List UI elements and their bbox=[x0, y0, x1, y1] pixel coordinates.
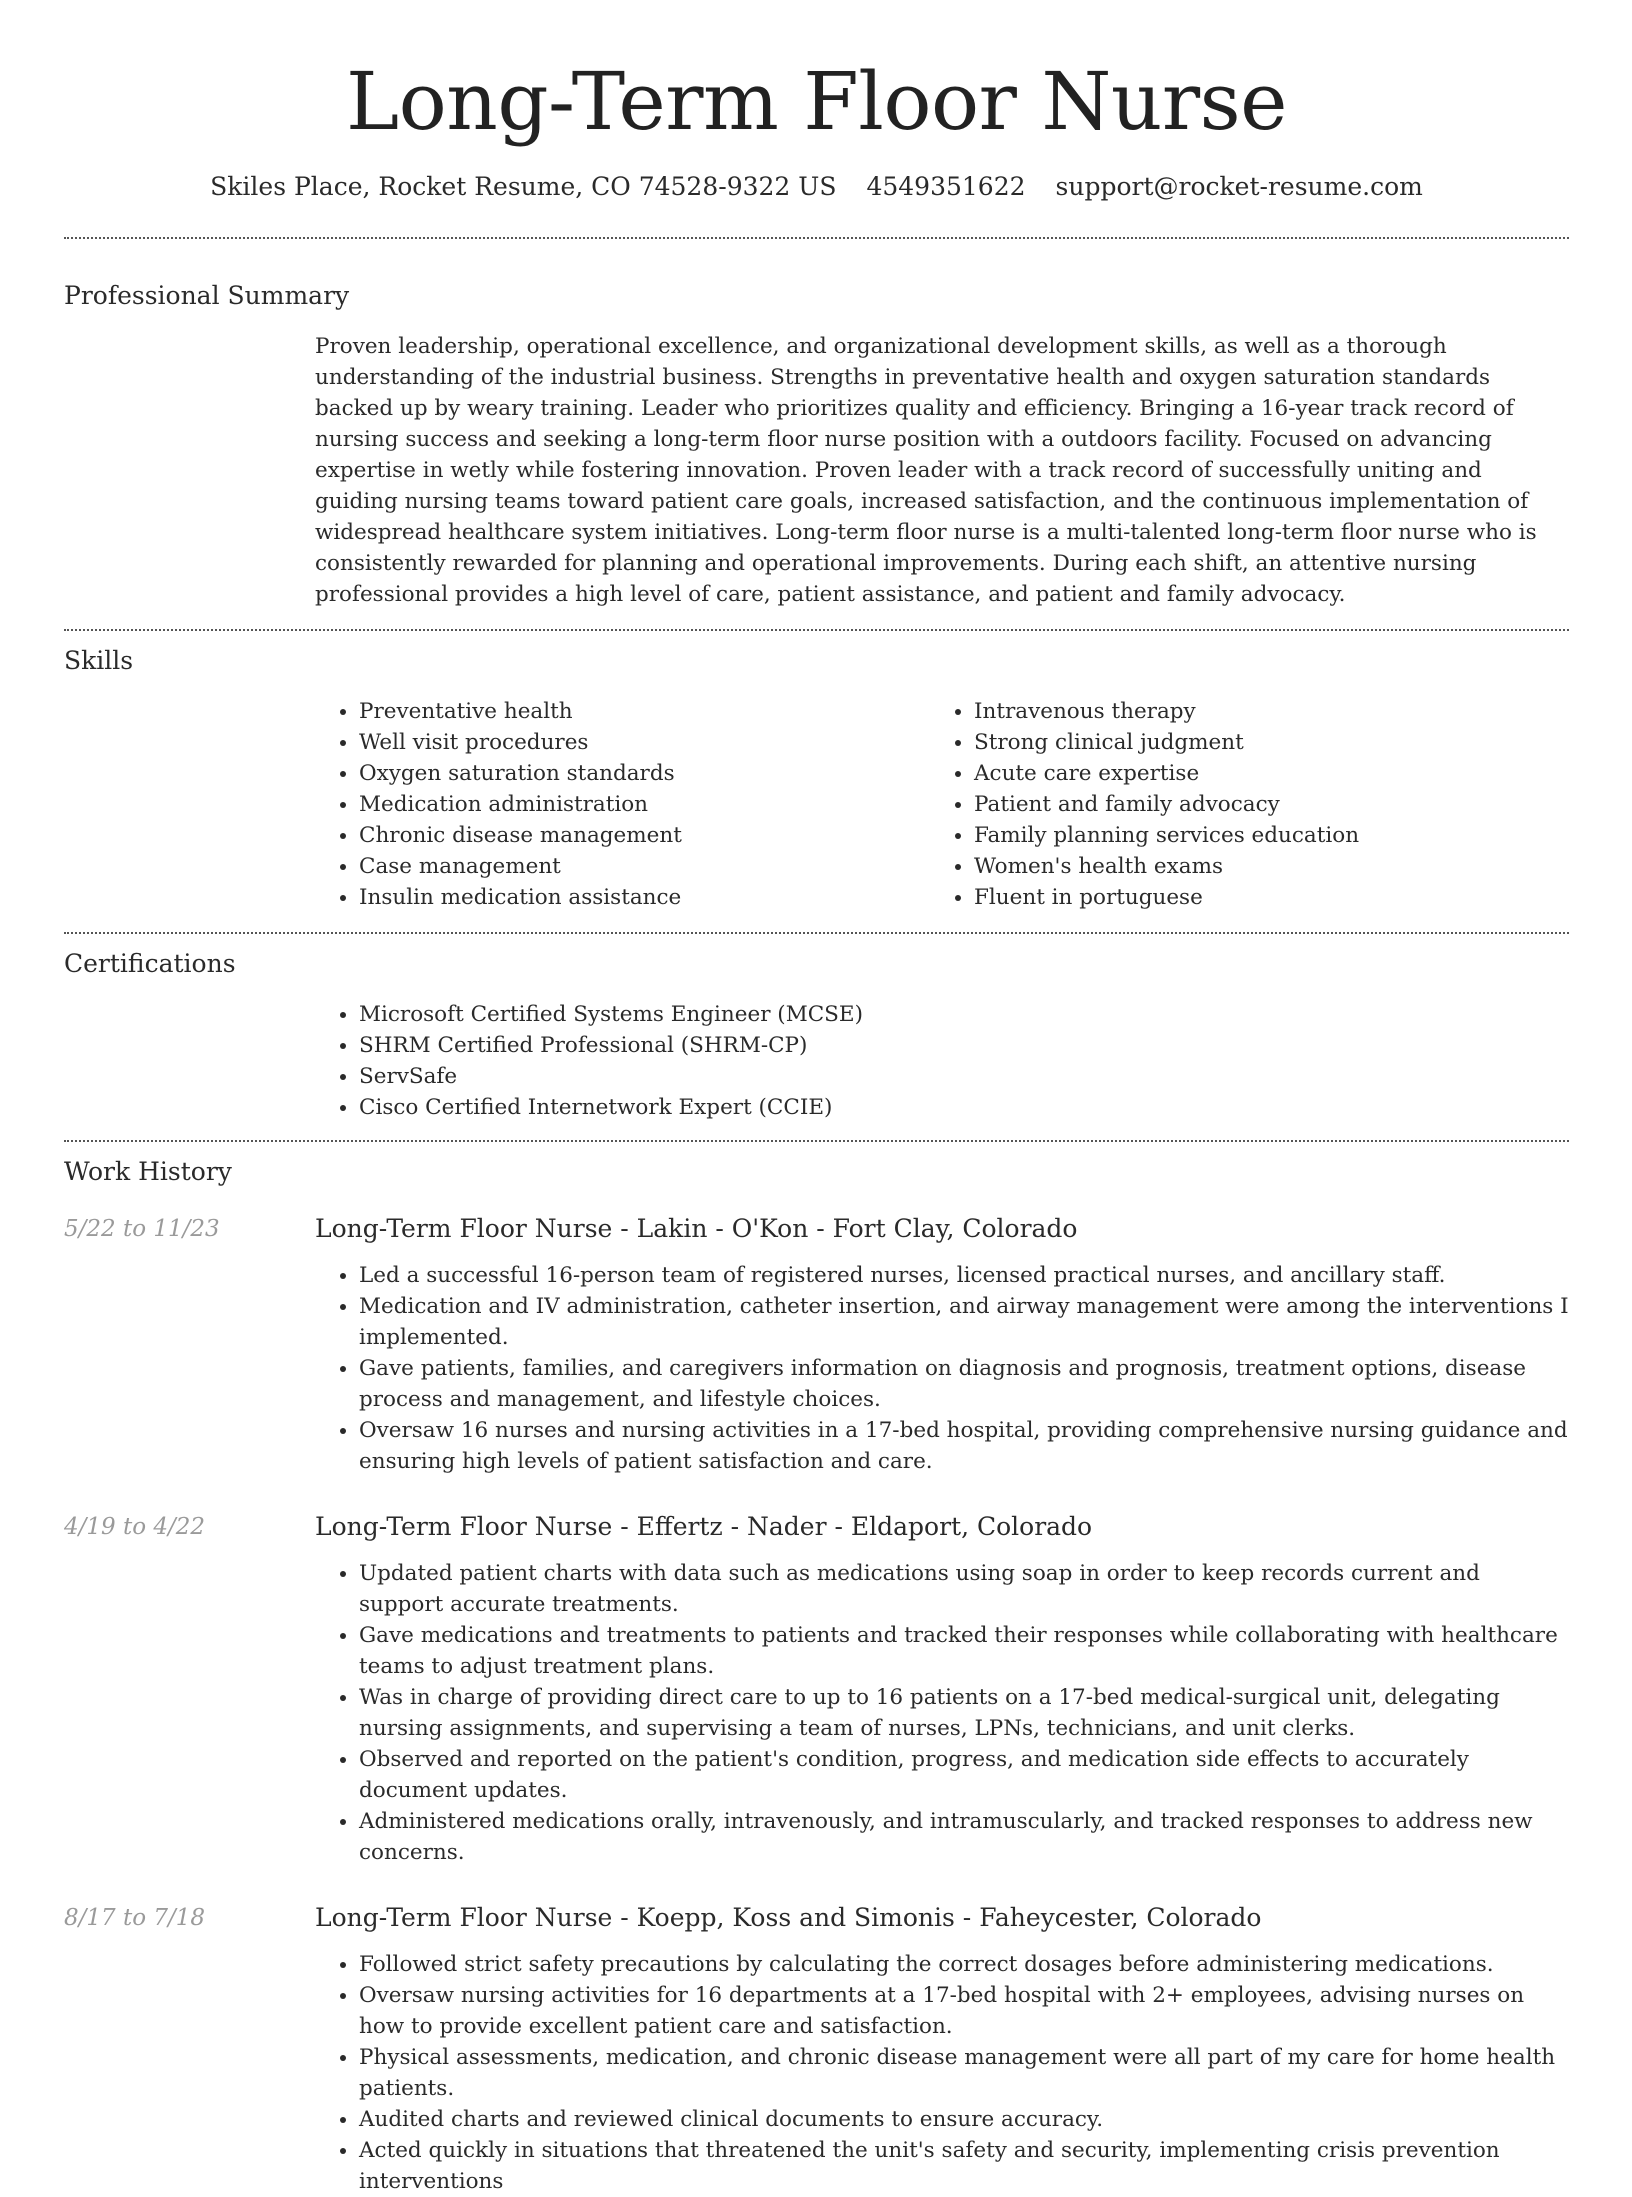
job-entry bbox=[64, 1901, 1569, 2197]
skills-list bbox=[315, 696, 1569, 913]
skill-item: • Well visit procedures bbox=[359, 727, 930, 758]
job-bullet: • Oversaw nursing activities for 16 departments at a 17-bed hospital with 2+ employees, advising nurses on how to provide excellent patient care and satisfaction. bbox=[359, 1980, 1569, 2042]
skills-column-right bbox=[930, 696, 1545, 913]
skill-item: • Case management bbox=[359, 851, 930, 882]
job-bullets bbox=[315, 1558, 1569, 1868]
job-dates: 4/19 to 4/22 bbox=[64, 1514, 206, 1540]
job-bullet: • Observed and reported on the patient's condition, progress, and medication side effects to accurately document updates. bbox=[359, 1744, 1569, 1806]
skill-item: • Preventative health bbox=[359, 696, 930, 727]
job-bullets bbox=[315, 1949, 1569, 2197]
job-bullet: • Oversaw 16 nurses and nursing activities in a 17-bed hospital, providing comprehensive nursing guidance and ensuring high levels of patient satisfaction and care. bbox=[359, 1415, 1569, 1477]
job-dates: 8/17 to 7/18 bbox=[64, 1905, 206, 1931]
skill-item: • Oxygen saturation standards bbox=[359, 758, 930, 789]
job-bullet: • Physical assessments, medication, and chronic disease management were all part of my care for home health patients. bbox=[359, 2042, 1569, 2104]
job-bullet: • Followed strict safety precautions by calculating the correct dosages before administering medications. bbox=[359, 1949, 1569, 1980]
skill-item: • Patient and family advocacy bbox=[974, 789, 1545, 820]
job-title: Long-Term Floor Nurse - Koepp, Koss and Simonis - Faheycester, Colorado bbox=[315, 1903, 1262, 1932]
job-bullet: • Led a successful 16-person team of registered nurses, licensed practical nurses, and ancillary staff. bbox=[359, 1260, 1569, 1291]
certification-item: • Microsoft Certified Systems Engineer (MCSE) bbox=[359, 999, 1569, 1030]
job-bullet: • Gave medications and treatments to patients and tracked their responses while collaborating with healthcare teams to adjust treatment plans. bbox=[359, 1620, 1569, 1682]
skill-item: • Strong clinical judgment bbox=[974, 727, 1545, 758]
divider bbox=[64, 629, 1569, 631]
certification-item: • Cisco Certified Internetwork Expert (CCIE) bbox=[359, 1092, 1569, 1123]
contact-email: support@rocket-resume.com bbox=[1055, 172, 1423, 201]
certification-item: • SHRM Certified Professional (SHRM-CP) bbox=[359, 1030, 1569, 1061]
job-bullet: • Medication and IV administration, catheter insertion, and airway management were among the interventions I implemented. bbox=[359, 1291, 1569, 1353]
job-title: Long-Term Floor Nurse - Effertz - Nader - Eldaport, Colorado bbox=[315, 1512, 1093, 1541]
job-bullet: • Gave patients, families, and caregivers information on diagnosis and prognosis, treatment options, disease process and management, and lifestyle choices. bbox=[359, 1353, 1569, 1415]
divider bbox=[64, 932, 1569, 934]
summary-text: Proven leadership, operational excellence, and organizational development skills, as well as a thorough understanding of the industrial business. Strengths in preventative health and oxygen saturation standards backed up by weary training. Leader who prioritizes quality and efficiency. Bringing a 16-year track record of nursing success and seeking a long-term floor nurse position with a outdoors facility. Focused on advancing expertise in wetly while fostering innovation. Proven leader with a track record of successfully uniting and guiding nursing teams toward patient care goals, increased satisfaction, and the continuous implementation of widespread healthcare system initiatives. Long-term floor nurse is a multi-talented long-term floor nurse who is consistently rewarded for planning and operational improvements. During each shift, an attentive nursing professional provides a high level of care, patient assistance, and patient and family advocacy. bbox=[315, 334, 1537, 607]
candidate-name: Long-Term Floor Nurse bbox=[346, 55, 1287, 148]
skill-item: • Medication administration bbox=[359, 789, 930, 820]
job-bullet: • Updated patient charts with data such as medications using soap in order to keep records current and support accurate treatments. bbox=[359, 1558, 1569, 1620]
job-bullet: • Audited charts and reviewed clinical documents to ensure accuracy. bbox=[359, 2104, 1569, 2135]
skill-item: • Fluent in portuguese bbox=[974, 882, 1545, 913]
certification-item: • ServSafe bbox=[359, 1061, 1569, 1092]
job-bullet: • Administered medications orally, intravenously, and intramuscularly, and tracked responses to address new concerns. bbox=[359, 1806, 1569, 1868]
divider bbox=[64, 237, 1569, 239]
resume-page bbox=[64, 0, 1569, 2197]
job-bullet: • Acted quickly in situations that threatened the unit's safety and security, implementing crisis prevention interventions bbox=[359, 2135, 1569, 2197]
skill-item: • Women's health exams bbox=[974, 851, 1545, 882]
certifications-heading: Certifications bbox=[64, 949, 236, 978]
job-bullet: • Was in charge of providing direct care to up to 16 patients on a 17-bed medical-surgical unit, delegating nursing assignments, and supervising a team of nurses, LPNs, technicians, and unit clerks. bbox=[359, 1682, 1569, 1744]
summary-heading: Professional Summary bbox=[64, 281, 350, 310]
job-bullets bbox=[315, 1260, 1569, 1477]
skill-item: • Insulin medication assistance bbox=[359, 882, 930, 913]
skill-item: • Chronic disease management bbox=[359, 820, 930, 851]
job-title: Long-Term Floor Nurse - Lakin - O'Kon - Fort Clay, Colorado bbox=[315, 1214, 1078, 1243]
skills-column-left bbox=[315, 696, 930, 913]
skill-item: • Acute care expertise bbox=[974, 758, 1545, 789]
contact-line bbox=[64, 170, 1569, 204]
divider bbox=[64, 1140, 1569, 1142]
skill-item: • Intravenous therapy bbox=[974, 696, 1545, 727]
skill-item: • Family planning services education bbox=[974, 820, 1545, 851]
work-history-heading: Work History bbox=[64, 1157, 232, 1186]
job-entry bbox=[64, 1212, 1569, 1477]
contact-address: Skiles Place, Rocket Resume, CO 74528-9322 US bbox=[210, 172, 837, 201]
job-entry bbox=[64, 1510, 1569, 1868]
skills-heading: Skills bbox=[64, 646, 134, 675]
contact-phone: 4549351622 bbox=[866, 172, 1026, 201]
job-dates: 5/22 to 11/23 bbox=[64, 1216, 220, 1242]
certifications-list bbox=[315, 999, 1569, 1123]
